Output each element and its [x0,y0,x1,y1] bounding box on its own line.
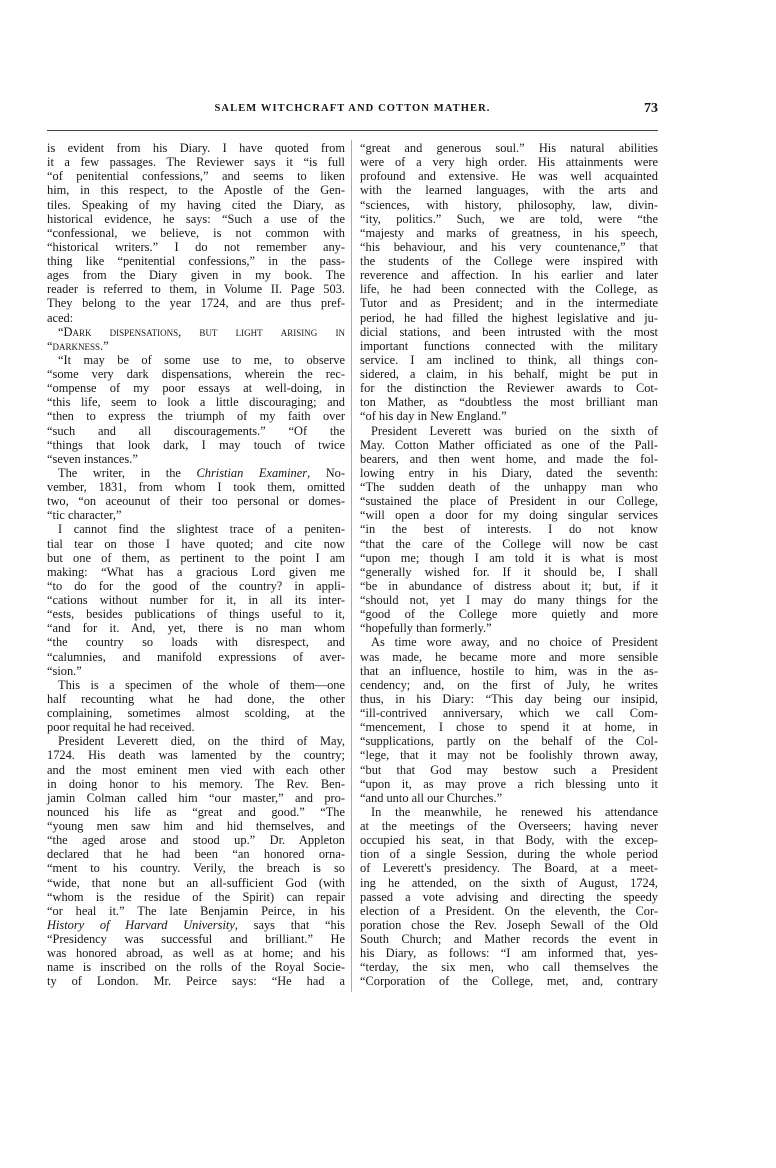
text-segment: lowing entry in his Diary, dated the seventh: [360,465,658,480]
text-segment: that an influence, hostile to him, was in the as- [360,663,658,678]
text-segment: tion of a single Session, during the whole period [360,847,658,862]
text-segment: They belong to the year 1724, and are thus pref- [47,296,345,311]
text-line [47,141,345,155]
text-line [47,240,345,254]
text-line [360,282,658,296]
text-segment: Tutor and as President; and in the intermediate [360,296,658,311]
text-segment: at the meetings of the Overseers; having never [360,819,658,833]
text-segment: “cations without number for it, in all its inter- [47,593,345,607]
text-line [360,311,658,325]
header-rule [47,130,658,131]
left-column [47,141,345,989]
text-segment: sidered, a claim, in his behalf, might be put in [360,367,658,381]
text-segment: period, he had filled the highest legislative and ju- [360,310,658,325]
text-segment: “things that look dark, I may touch of twice [47,437,345,452]
text-line [47,763,345,777]
text-segment: “that the care of the College will now be cast [360,536,658,551]
text-line [360,296,658,310]
text-segment: occupied his seat, in that Body, with the excep- [360,833,658,848]
text-line [47,551,345,565]
text-segment: thing like “penitential confessions,” in the pass- [47,254,345,268]
text-line [360,918,658,932]
text-line [360,537,658,551]
text-line [360,169,658,183]
text-segment: “of his day in New England.” [360,409,507,424]
text-line [360,325,658,339]
text-line [360,635,658,649]
text-line [47,918,345,932]
text-segment: The writer, in the [58,465,197,480]
text-line [47,664,345,678]
text-segment: but one of them, as pertinent to the point I am [47,550,345,565]
text-segment: “tic character,” [47,508,122,523]
text-segment: and the most eminent men vied with each other [47,762,345,777]
text-line [360,734,658,748]
text-segment: passed a vote advising and directing the speedy [360,889,658,904]
text-line [360,409,658,423]
column-divider [351,140,352,992]
text-line [47,692,345,706]
text-segment: life, he had been connected with the College, as [360,282,658,297]
text-line [360,508,658,522]
text-line [47,353,345,367]
text-segment: “Presidency was successful and brilliant.” He [47,932,345,946]
text-segment: “such and all discouragements.” “Of the [47,423,345,438]
text-line [360,466,658,480]
text-line [360,381,658,395]
text-segment: ages from the Diary given in my book. The [47,268,345,283]
text-line [47,508,345,522]
text-line [360,791,658,805]
text-line [360,183,658,197]
text-segment: “sion.” [47,663,82,678]
text-segment: President Leverett died, on the third of May, [58,734,345,749]
text-line [360,607,658,621]
text-line [360,155,658,169]
text-line [47,819,345,833]
text-segment: “majesty and marks of greatness, in his speech, [360,225,658,240]
text-line [47,367,345,381]
text-line [360,522,658,536]
text-line [47,522,345,536]
text-segment: name is inscribed on the rolls of the Royal Socie- [47,960,345,975]
text-segment: “upon it, as may prove a rich blessing unto it [360,776,658,791]
text-line [47,268,345,282]
text-segment: May. Cotton Mather officiated as one of the Pall- [360,437,658,452]
text-segment: “hopefully than formerly.” [360,621,492,636]
text-line [360,974,658,988]
page-number: 73 [644,101,658,116]
text-line [360,946,658,960]
text-segment: “ests, besides publications of things useful to it, [47,607,345,622]
text-line [360,777,658,791]
text-line [360,621,658,635]
text-segment: reverence and affection. In his earlier and later [360,268,658,283]
text-line [47,706,345,720]
text-segment: “the country so loads with disrespect, and [47,635,345,650]
text-line [47,748,345,762]
text-segment: I cannot find the slightest trace of a peniten- [58,522,345,537]
text-segment: “sciences, with history, philosophy, law, divin- [360,197,658,212]
text-line [47,226,345,240]
text-line [47,805,345,819]
text-segment: poor requital he had received. [47,720,195,735]
text-line [360,198,658,212]
text-segment: “but that God may bestow such a President [360,762,658,777]
text-segment: complaining, sometimes almost scolding, at the [47,706,345,720]
text-segment: “sustained the place of President in our College, [360,494,658,509]
text-segment: jamin Colman called him “our master,” and pro- [47,790,345,805]
text-segment: “wide, that none but an all-sufficient God (with [47,875,345,890]
text-line [47,169,345,183]
text-segment: “of penitential confessions,” and seems to liken [47,169,345,184]
text-line [360,748,658,762]
text-line [360,720,658,734]
text-segment: ing he attended, on the sixth of August, 1724, [360,875,658,890]
text-line [47,847,345,861]
text-segment: “calumnies, and manifold expressions of aver- [47,649,345,664]
text-segment: his Diary, as follows: “I am informed that, yes- [360,946,658,961]
text-segment: was honored abroad, as well as at home; and his [47,946,345,961]
text-line [360,452,658,466]
text-line [47,593,345,607]
text-line [360,593,658,607]
text-line [360,678,658,692]
text-segment: , says that “his [234,917,345,932]
text-segment: “confessional, we believe, is not common with [47,225,345,240]
text-line [360,579,658,593]
text-line [47,876,345,890]
text-segment: him, in this respect, to the Apostle of the Gen- [47,183,345,198]
text-segment: for the distinction the Reviewer awards to Cot- [360,381,658,396]
text-segment: This is a specimen of the whole of them—one [58,677,345,692]
text-segment: of Leverett's presidency. The Board, at a meet- [360,861,658,876]
text-line [360,861,658,875]
text-line [47,254,345,268]
text-line [360,763,658,777]
text-line [360,960,658,974]
text-segment: bearers, and then went home, and made the fol- [360,451,658,466]
text-line [47,890,345,904]
text-line [47,466,345,480]
small-caps-heading: “Dark dispensations, but light arising in [58,324,345,339]
text-line [47,777,345,791]
text-line [47,734,345,748]
text-line [47,720,345,734]
text-segment: “his behaviour, and his very countenance,” that [360,239,658,254]
text-line [47,650,345,664]
text-line [47,409,345,423]
text-segment: “historical writers.” I do not remember any- [47,239,345,254]
text-line [47,791,345,805]
text-line [47,579,345,593]
text-segment: with the learned languages, with the arts and [360,183,658,198]
text-line [360,876,658,890]
text-line [360,424,658,438]
text-segment: “to do for the good of the country? in appli- [47,578,345,593]
text-line [47,494,345,508]
text-segment: “and unto all our Churches.” [360,790,503,805]
text-segment: “will open a door for my doing singular services [360,508,658,523]
text-segment: service. I am inclined to think, all things con- [360,352,658,367]
text-line [47,635,345,649]
small-caps-heading: “darkness.” [47,338,109,353]
text-segment: half recounting what he had done, the other [47,691,345,706]
text-segment: cendency; and, on the first of July, he writes [360,677,658,692]
text-segment: tiles. Speaking of my having cited the Diary, as [47,197,345,212]
text-segment: “ment to his country. Verily, the breach is so [47,861,345,876]
text-line [360,395,658,409]
text-segment: “supplications, partly on the behalf of the Col- [360,734,658,749]
text-line [360,254,658,268]
text-line [47,452,345,466]
text-line [360,480,658,494]
text-line [47,565,345,579]
text-segment: “lege, that it may not be foolishly thrown away, [360,748,658,763]
text-segment: In the meanwhile, he renewed his attendance [371,804,658,819]
text-segment: “and for it. And, yet, there is no man whom [47,621,345,636]
text-line [47,183,345,197]
text-line [360,212,658,226]
text-segment: ty of London. Mr. Peirce says: “He had a [47,974,345,989]
text-line [47,438,345,452]
text-segment: dicial stations, and been intrusted with the most [360,324,658,339]
text-segment: “ompense of my poor essays at well-doing, in [47,381,345,396]
text-line [360,226,658,240]
text-segment: “It may be of some use to me, to observe [58,352,345,367]
text-segment: “ill-contrived anniversary, which we call Com- [360,706,658,720]
italic-title: History of Harvard University [47,917,235,932]
text-line [47,946,345,960]
text-line [360,551,658,565]
text-segment: is evident from his Diary. I have quoted from [47,141,345,155]
text-segment: “this life, seem to look a little discouraging; and [47,395,345,410]
text-line [47,282,345,296]
text-line [47,424,345,438]
text-line [360,904,658,918]
text-segment: historical evidence, he says: “Such a use of the [47,211,345,226]
text-segment: election of a President. On the eleventh, the Cor- [360,903,658,918]
text-segment: was made, he became more and more sensible [360,649,658,664]
text-segment: 1724. His death was lamented by the country; [47,748,345,763]
text-segment: “be in abundance of distress about it; but, if it [360,578,658,593]
text-segment: profound and extensive. He was well acquainted [360,169,658,184]
running-title: SALEM WITCHCRAFT AND COTTON MATHER. [214,103,491,114]
text-line [47,678,345,692]
text-segment: thus, in his Diary: “This day being our insipid, [360,691,658,706]
text-segment: “should not, yet I may do many things for the [360,593,658,607]
text-line [47,537,345,551]
text-line [47,833,345,847]
text-line [47,381,345,395]
text-segment: tial tear on those I have quoted; and cite now [47,536,345,551]
text-line [360,494,658,508]
text-line [360,664,658,678]
text-line [47,904,345,918]
text-segment: “great and generous soul.” His natural abilities [360,141,658,155]
text-segment: “in the best of interests. I do not know [360,522,658,537]
text-line [47,621,345,635]
text-segment: important functions connected with the military [360,338,658,353]
text-line [47,296,345,310]
text-line [47,974,345,988]
text-segment: “upon me; though I am told it is what is most [360,550,658,565]
text-line [47,861,345,875]
text-segment: reader is referred to them, in Volume II. Page 503. [47,282,345,297]
text-line [360,268,658,282]
text-line [360,847,658,861]
text-segment: ton Mather, as “doubtless the most brilliant man [360,395,658,410]
right-column [360,141,658,989]
text-segment: in doing honor to his memory. The Rev. Ben- [47,776,345,791]
text-segment: declared that he had been “an honored orna- [47,847,345,862]
text-line [360,353,658,367]
text-segment: “whom is the residue of the Spirit) can repair [47,889,345,904]
text-segment: “or heal it.” The late Benjamin Peirce, in his [47,903,345,918]
text-segment: “The sudden death of the unhappy man who [360,480,658,494]
text-segment: were of a very high order. His attainments were [360,155,658,170]
text-segment: President Leverett was buried on the sixth of [371,423,658,438]
text-segment: “Corporation of the College, met, and, contrary [360,974,658,989]
text-line [360,141,658,155]
text-segment: “then to express the triumph of my faith over [47,409,345,424]
text-line [47,339,345,353]
text-line [360,692,658,706]
text-line [360,339,658,353]
text-segment: vember, 1831, from whom I took them, omitted [47,480,345,494]
text-line [360,367,658,381]
text-segment: As time wore away, and no choice of President [371,635,658,650]
text-line [47,607,345,621]
text-line [47,932,345,946]
text-line [360,438,658,452]
text-line [360,833,658,847]
text-line [360,805,658,819]
text-line [360,650,658,664]
text-segment: making: “What has a gracious Lord given me [47,564,345,579]
italic-title: Christian Examiner [196,465,308,480]
text-segment: nounced his life as “great and good.” “The [47,804,345,819]
text-segment: aced: [47,310,74,325]
text-segment: “terday, the six men, who call themselves the [360,960,658,975]
text-segment: poration chose the Rev. Joseph Sewall of the Old [360,917,658,932]
text-line [47,155,345,169]
text-segment: “young men saw him and hid themselves, and [47,819,345,833]
text-line [360,565,658,579]
text-segment: two, “on aceounut of their too personal or domes- [47,494,345,509]
text-segment: South Church; and Mather records the event in [360,932,658,946]
text-line [47,311,345,325]
text-line [47,212,345,226]
text-segment: the students of the College were inspired with [360,254,658,268]
text-line [360,819,658,833]
text-line [360,240,658,254]
text-line [47,960,345,974]
text-segment: “mencement, I chose to spend it at home, in [360,720,658,735]
text-line [47,325,345,339]
text-line [47,395,345,409]
text-segment: “seven instances.” [47,451,138,466]
text-line [47,480,345,494]
text-segment: , No- [307,465,345,480]
text-segment: “the aged arose and stood up.” Dr. Appleton [47,833,345,848]
text-line [360,706,658,720]
text-segment: “good of the College more quietly and more [360,607,658,622]
text-line [360,932,658,946]
text-segment: “some very dark dispensations, wherein the rec- [47,367,345,381]
text-line [47,198,345,212]
text-segment: it a few passages. The Reviewer says it “is full [47,155,345,170]
text-line [360,890,658,904]
text-segment: “ity, politics.” Such, we are told, were “the [360,211,658,226]
text-segment: “generally wished for. If it should be, I shall [360,564,658,579]
